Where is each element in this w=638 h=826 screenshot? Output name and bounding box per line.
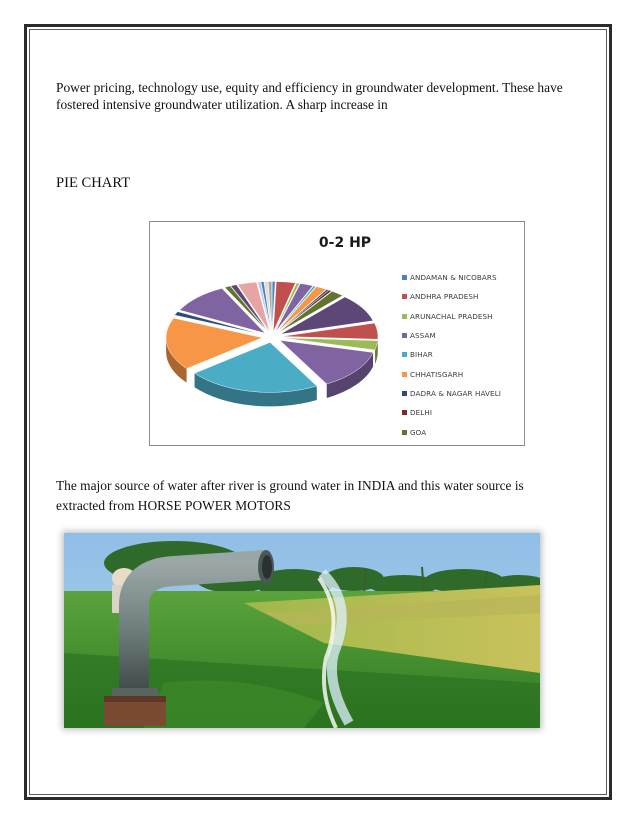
- water-pipe-field-photo: [64, 533, 540, 728]
- legend-label: BIHAR: [410, 350, 433, 360]
- legend-label: CHHATISGARH: [410, 369, 464, 379]
- legend-swatch: [402, 352, 407, 357]
- pie-chart: [149, 221, 525, 446]
- legend-entry: [402, 403, 501, 422]
- legend-entry: [402, 422, 501, 441]
- legend-entry: [402, 345, 501, 364]
- legend-swatch: [402, 391, 407, 396]
- legend-swatch: [402, 333, 407, 338]
- legend-swatch: [402, 294, 407, 299]
- legend-label: ANDHRA PRADESH: [410, 292, 479, 302]
- body-paragraph: The major source of water after river is ground water in INDIA and this water source is extracted from HORSE POWER MOTORS: [56, 478, 524, 513]
- legend-entry: [402, 307, 501, 326]
- legend-label: DELHI: [410, 408, 433, 418]
- intro-paragraph: Power pricing, technology use, equity and efficiency in groundwater development. These have fostered intensive groundwater utilization. A sharp increase in: [56, 80, 563, 112]
- chart-title-text: 0-2 HP: [318, 235, 372, 251]
- legend-swatch: [402, 410, 407, 415]
- legend-entry: [402, 287, 501, 306]
- legend-swatch: [402, 372, 407, 377]
- legend-entry: [402, 326, 501, 345]
- legend-label: ANDAMAN & NICOBARS: [410, 273, 497, 283]
- legend-entry: [402, 364, 501, 383]
- legend-label: ARUNACHAL PRADESH: [410, 311, 493, 321]
- legend-label: DADRA & NAGAR HAVELI: [410, 388, 502, 398]
- legend-swatch: [402, 314, 407, 319]
- legend-label: ASSAM: [410, 331, 436, 341]
- legend-label: GOA: [410, 427, 427, 437]
- legend-entry: [402, 384, 501, 403]
- legend-swatch: [402, 430, 407, 435]
- chart-legend: [402, 268, 501, 442]
- legend-entry: [402, 268, 501, 287]
- legend-swatch: [402, 275, 407, 280]
- section-heading: PIE CHART: [56, 175, 131, 191]
